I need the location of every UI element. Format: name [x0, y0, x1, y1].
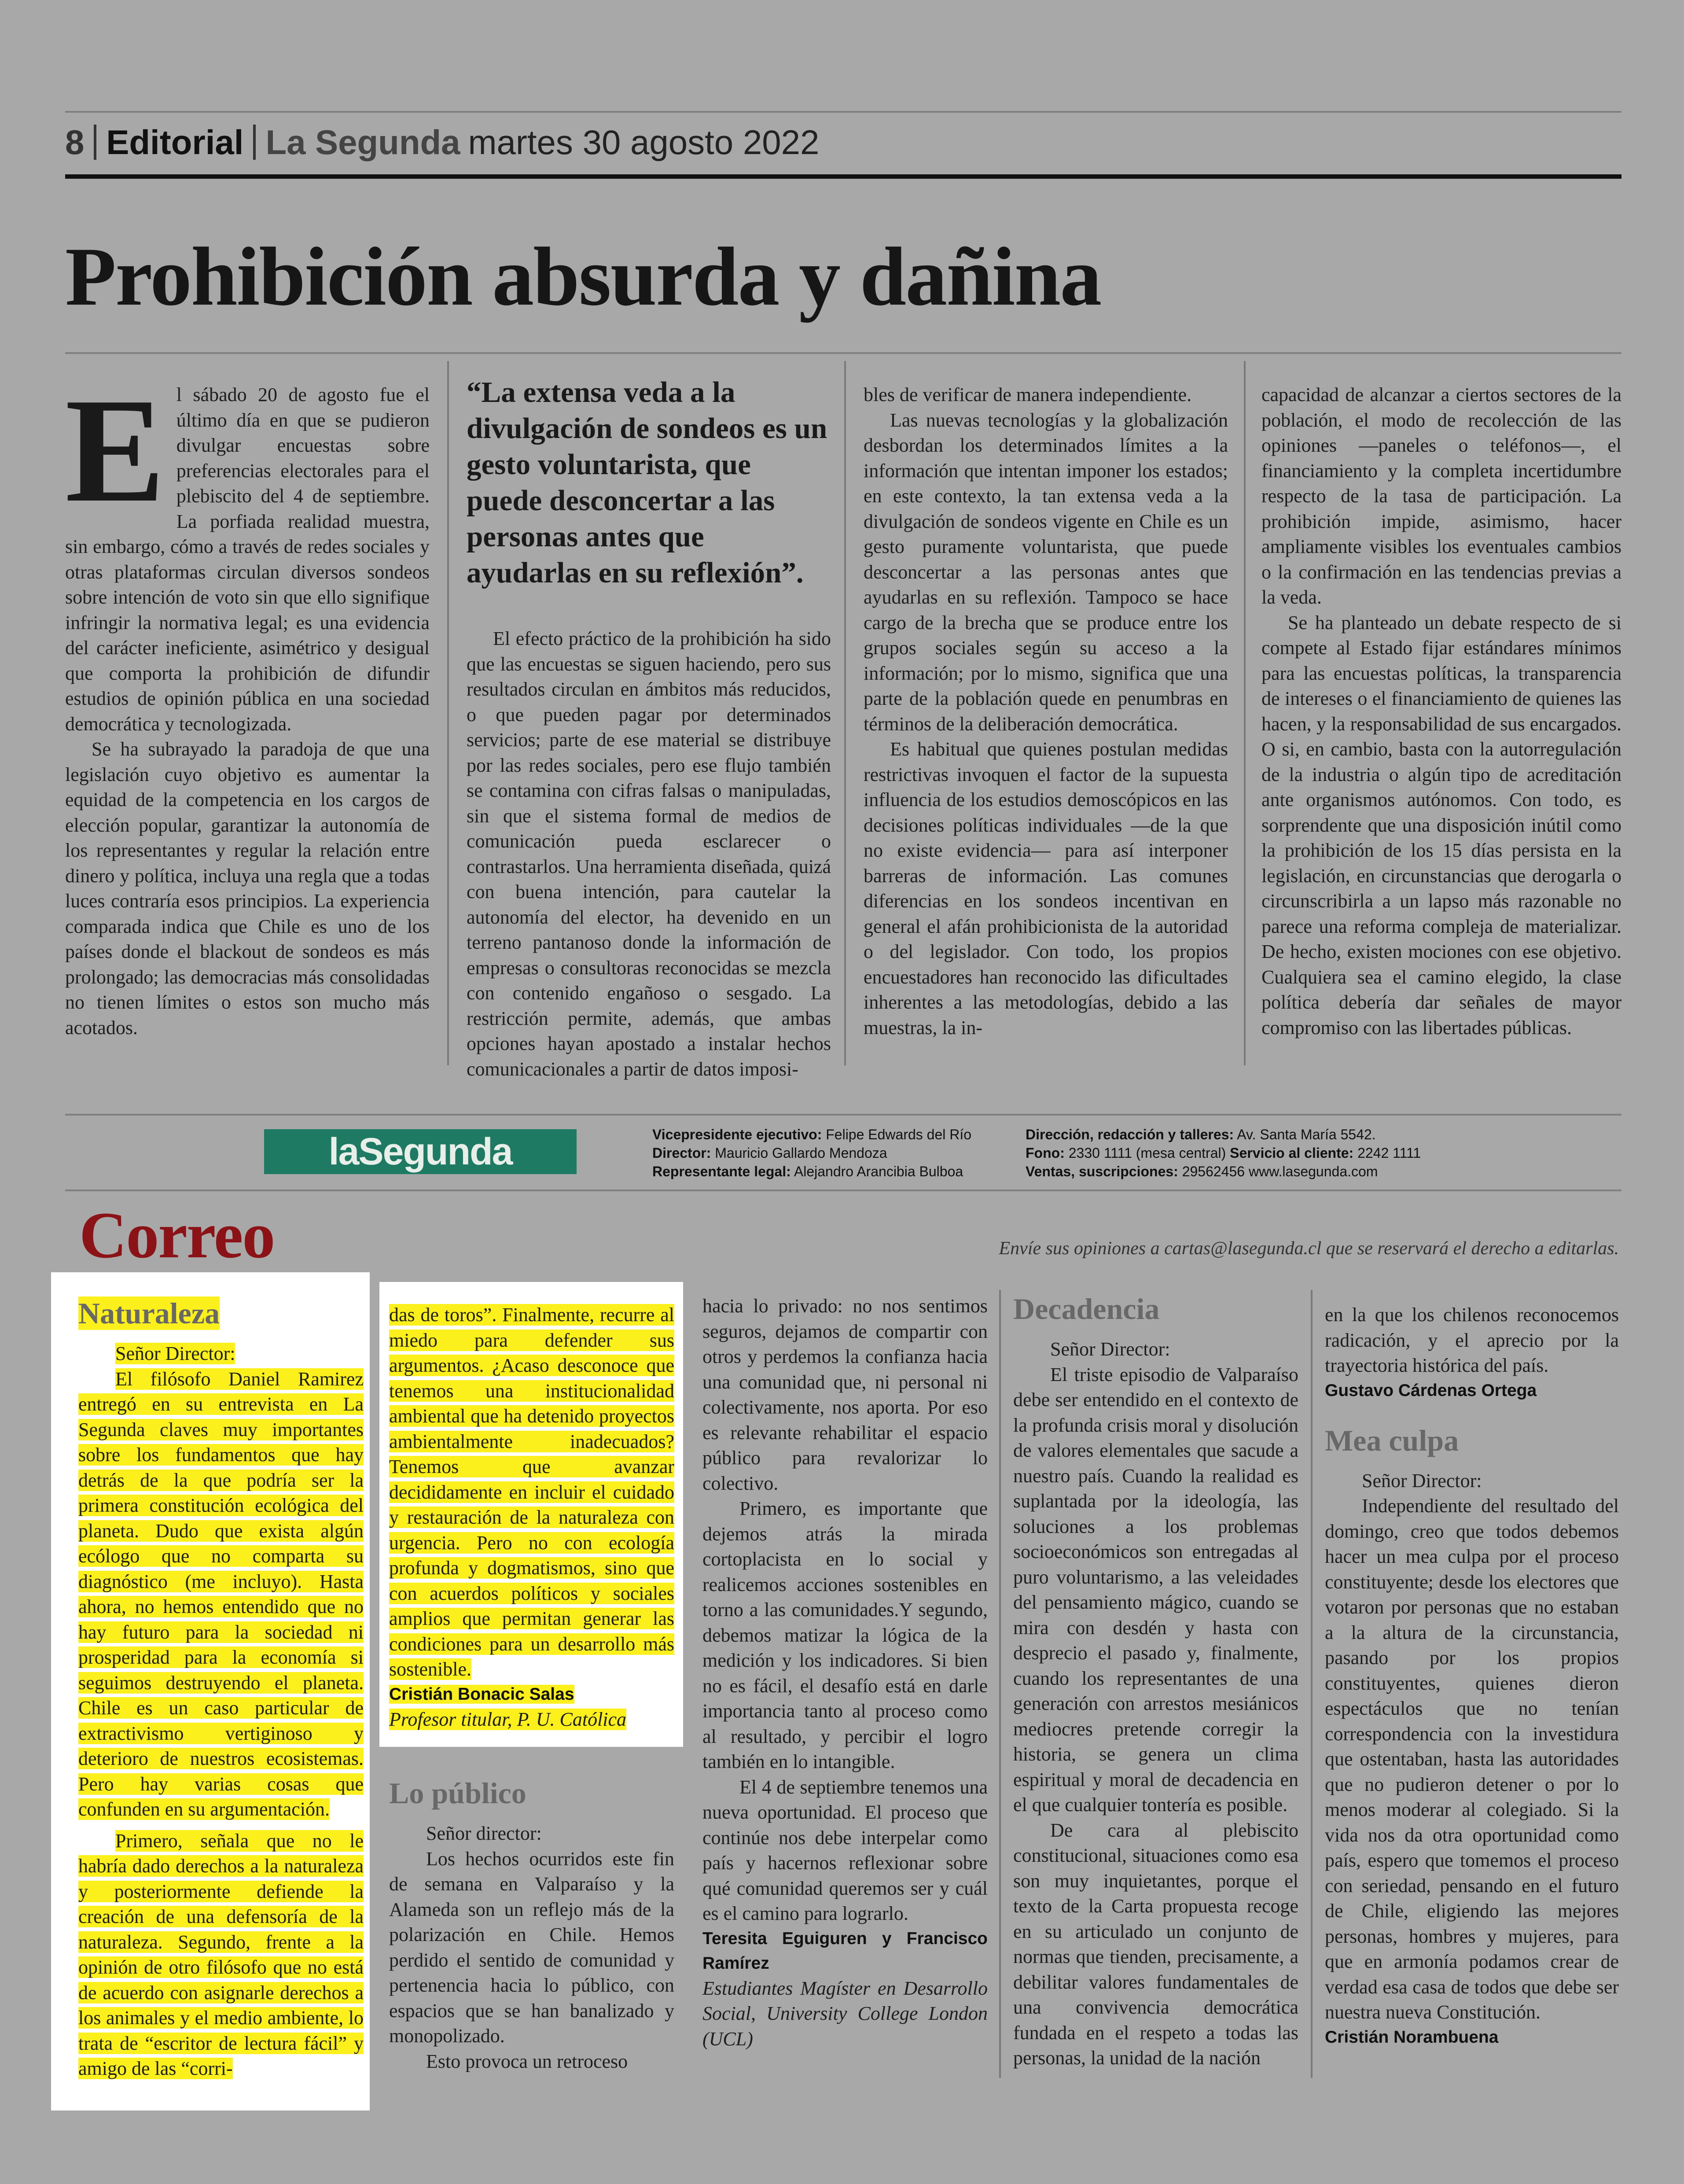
editorial-column-3 — [864, 382, 1228, 1040]
editorial-paragraph: El efecto práctico de la prohibición ha sido que las encuestas se siguen haciendo, pero sus resultados circulan en ámbitos más reducidos, o que pueden pagar por determinados servicios; parte de ese material se distribuye por las redes sociales, pero ese flujo también se contamina con cifras falsas o manipuladas, sin que el sistema formal de medios de comunicación pueda esclarecer o contrastarlos. Una herramienta diseñada, quizá con buena intención, para cautelar la autonomía del elector, ha devenido en un terreno pantanoso donde la información de empresas o consultoras reconocidas se mezcla con contenido engañoso o sesgado. La restricción permite, además, que ambas opciones hayan apostado a instalar hechos comunicacionales a partir de datos imposi- — [467, 628, 831, 1080]
editorial-title: Prohibición absurda y dañina — [65, 231, 1101, 323]
letter-heading: Lo público — [389, 1776, 526, 1810]
service-label: Servicio al cliente: — [1230, 1145, 1354, 1161]
letter-salutation: Señor Director: — [115, 1343, 235, 1364]
letter-salutation: Señor director: — [426, 1823, 542, 1844]
letter-paragraph: Primero, señala que no le habría dado derechos a la naturaleza y posteriormente defiende la creación de una defensoría de la naturaleza. Segundo, frente a la opinión de otro filósofo que no está de acuerdo con asignarle derechos a los animales y el medio ambiente, lo trata de “escritor de lectura fácil” y amigo de las “corri- — [78, 1830, 364, 2079]
letter-paragraph: en la que los chilenos reconocemos radicación, y el aprecio por la trayectoria histórica del país. — [1325, 1304, 1619, 1376]
page-number: 8 — [65, 122, 85, 162]
editorial-paragraph: Es habitual que quienes postulan medidas restrictivas invoquen el factor de la supuesta influencia de los estudios demoscópicos en las decisiones políticas individuales —de la que no existe evidencia— para así interponer barreras de información. Las comunes diferencias en los sondeos incentivan en general el afán prohibicionista de la autoridad o del legislador. Con todo, los propios encuestadores han reconocido las dificultades inherentes a las metodologías, debido a las muestras, la in- — [864, 738, 1228, 1039]
vp-label: Vicepresidente ejecutivo: — [652, 1127, 822, 1142]
letter-heading: Decadencia — [1013, 1292, 1160, 1326]
column-rule — [1244, 361, 1246, 1065]
section-name: Editorial — [106, 122, 244, 162]
letter-salutation: Señor Director: — [1362, 1470, 1482, 1492]
column-rule — [1311, 1290, 1313, 2078]
address-value: Av. Santa María 5542. — [1237, 1127, 1376, 1142]
letter-paragraph: das de toros”. Finalmente, recurre al miedo para defender sus argumentos. ¿Acaso desconoce que tenemos una institucionalidad ambiental que ha detenido proyectos ambientalmente inadecuados? Tenemos que avanzar decididamente en incluir el cuidado y restauración de la naturaleza con urgencia. Pero no con ecología profunda y dogmatismos, sino que con acuerdos políticos y sociales amplios que permitan generar las condiciones para un desarrollo más sostenible. — [389, 1304, 674, 1680]
column-rule — [844, 361, 846, 1065]
column-rule — [999, 1290, 1001, 2078]
vp-value: Felipe Edwards del Río — [826, 1127, 972, 1142]
header-bottom-rule — [65, 174, 1621, 179]
letter-signature: Cristián Norambuena — [1325, 2027, 1499, 2047]
address-label: Dirección, redacción y talleres: — [1026, 1127, 1234, 1142]
masthead-contact — [1026, 1125, 1554, 1181]
editorial-column-4 — [1261, 382, 1621, 1040]
editorial-column-1 — [65, 367, 430, 1040]
publication-date: martes 30 agosto 2022 — [468, 122, 820, 162]
letter-author-role: Profesor titular, P. U. Católica — [389, 1708, 627, 1730]
header-divider — [253, 125, 256, 160]
page-header — [65, 114, 819, 171]
la-segunda-logo — [264, 1129, 577, 1174]
phone-value: 2330 1111 (mesa central) — [1068, 1145, 1226, 1161]
letter-signature: Teresita Eguiguren y Francisco Ramírez — [702, 1929, 988, 1973]
letter-signature: Cristián Bonacic Salas — [389, 1684, 574, 1704]
header-top-rule — [65, 111, 1621, 113]
letter-naturaleza-continued — [389, 1302, 674, 1732]
editorial-paragraph: l sábado 20 de agosto fue el último día en que se pudieron divulgar encuestas sobre preferencias electorales para el plebiscito del 4 de septiembre. La porfiada realidad muestra, sin embargo, cómo a través de redes sociales y otras plataformas circulan diversos sondeos sobre intención de voto sin que ello signifique infringir la normativa legal; es una evidencia del carácter ineficiente, asimétrico y desigual que comporta la prohibición de difundir estudios de opinión pública en una sociedad democrática y tecnologizada. — [65, 384, 430, 735]
editorial-paragraph: bles de verificar de manera independiente. — [864, 384, 1192, 405]
letter-paragraph: Independiente del resultado del domingo, creo que todos debemos hacer un mea culpa por el proceso constituyente; desde los electores que votaron por personas que no estaban a la altura de la circunstancia, pasando por los propios constituyentes, quienes dieron espectáculos que no tenían correspondencia con la investidura que ostentaban, hasta las autoridades que no pudieron detener o por lo menos moderar al colegiado. Si la vida nos da otra oportunidad como país, espero que tomemos el proceso con seriedad, pensando en el futuro de Chile, eligiendo las mejores personas, hombres y mujeres, para que en armonía podamos crear de verdad esa casa de todos que debe ser nuestra nueva Constitución. — [1325, 1495, 1619, 2023]
correo-note: Envíe sus opiniones a cartas@lasegunda.cl que se reservará el derecho a editarlas. — [999, 1238, 1619, 1259]
letter-paragraph: Los hechos ocurridos este fin de semana en Valparaíso y la Alameda son un reflejo más de la polarización en Chile. Hemos perdido el sentido de comunidad y pertenencia hacia lo público, con espacios que se han banalizado y monopolizado. — [389, 1848, 674, 2047]
brand-name: La Segunda — [265, 122, 460, 162]
header-divider — [94, 125, 96, 160]
editorial-paragraph: Se ha planteado un debate respecto de si compete al Estado fijar estándares mínimos para las encuestas políticas, la transparencia de intereses o el financiamiento de quienes las hacen, y la responsabilidad de sus encargados. O si, en cambio, basta con la autorregulación de la industria o algún tipo de acreditación ante organismos autónomos. Con todo, es sorprendente que una disposición inútil como la prohibición de los 15 días persista en la legislación, en circunstancias que derogarla o circunscribirla a un lapso más razonable no parece una reforma compleja de materializar. De hecho, existen mociones con ese objetivo. Cualquiera sea el camino elegido, la clase política debería dar señales de mayor compromiso con las libertades públicas. — [1261, 611, 1621, 1039]
letter-lo-publico-continued — [702, 1293, 988, 2051]
title-rule — [65, 352, 1621, 354]
drop-cap: E — [65, 367, 165, 533]
letter-salutation: Señor Director: — [1050, 1338, 1170, 1360]
editorial-paragraph: Las nuevas tecnologías y la globalización desbordan los determinados límites a la información que intentan imponer los estados; en este contexto, la tan extensa veda a la divulgación de sondeos vigente en Chile es un gesto puramente voluntarista, que puede desconcertar a las personas antes que ayudarlas en su reflexión. Tampoco se hace cargo de la brecha que se produce entre los grupos sociales según su acceso a la información; por lo mismo, significa que una parte de la población quede en penumbras en términos de la deliberación democrática. — [864, 409, 1228, 735]
letter-paragraph: Primero, es importante que dejemos atrás la mirada cortoplacista en lo social y realicemos acciones sostenibles en torno a las comunidades.Y segundo, debemos matizar la lógica de la medición y los indicadores. Si bien no es fácil, el desafío está en darle importancia tanto al proceso como al resultado, y percibir el logro también en lo intangible. — [702, 1498, 988, 1772]
letter-decadencia — [1013, 1289, 1298, 2071]
phone-label: Fono: — [1026, 1145, 1065, 1161]
letter-signature: Gustavo Cárdenas Ortega — [1325, 1381, 1537, 1400]
sales-label: Ventas, suscripciones: — [1026, 1164, 1178, 1179]
director-label: Director: — [652, 1145, 711, 1161]
sales-value: 29562456 www.lasegunda.com — [1182, 1164, 1378, 1179]
letter-paragraph: El triste episodio de Valparaíso debe ser entendido en el contexto de la profunda crisis moral y disolución de valores elementales que sacude a nuestro país. Cuando la realidad es suplantada por la ideología, las soluciones a los problemas socioeconómicos son entregadas al puro voluntarismo, a las veleidades del pensamiento mágico, cuando se mira con desdén y hasta con desprecio el pasado y, finalmente, cuando los representantes de una generación con arrestos mesiánicos mediocres pretende corregir la historia, se genera un clima espiritual y moral de decadencia en el que cualquier tontería es posible. — [1013, 1363, 1298, 1816]
editorial-paragraph: Se ha subrayado la paradoja de que una legislación cuyo objetivo es aumentar la equidad de la competencia en los cargos de elección popular, garantizar la autonomía de los representantes y regular la relación entre dinero y política, incluya una regla que a todas luces contraría esos principios. La experiencia comparada indica que Chile es uno de los países donde el blackout de sondeos es más prolongado; las democracias más consolidadas no tienen límites o estos son mucho más acotados. — [65, 738, 430, 1039]
legal-rep-label: Representante legal: — [652, 1164, 791, 1179]
legal-rep-value: Alejandro Arancibia Bulboa — [794, 1164, 963, 1179]
editorial-paragraph: capacidad de alcanzar a ciertos sectores de la población, el modo de recolección de las opiniones —paneles o teléfonos—, el financiamiento y la completa incertidumbre respecto de la tasa de participación. La prohibición impide, asimismo, hacer ampliamente visibles los eventuales cambios o la confirmación en las tendencias previas a la veda. — [1261, 384, 1621, 608]
letter-paragraph: El filósofo Daniel Ramirez entregó en su entrevista en La Segunda claves muy importantes sobre los fundamentos que hay detrás de la que podría ser la primera constitución ecológica del planeta. Dudo que exista algún ecólogo que no comparta su diagnóstico (me incluyo). Hasta ahora, no hemos entendido que no hay futuro para la sociedad ni prosperidad para la economía si seguimos destruyendo el planeta. Chile es un caso particular de extractivismo vertiginoso y deterioro de nuestros ecosistemas. Pero hay varias cosas que confunden en su argumentación. — [78, 1368, 364, 1820]
letter-paragraph: hacia lo privado: no nos sentimos seguros, dejamos de compartir con otros y perdemos la confianza hacia una comunidad que, ni personal ni colectivamente, nos aporta. Por eso es relevante rehabilitar el espacio público para revalorizar lo colectivo. — [702, 1295, 988, 1494]
correo-title: Correo — [79, 1199, 275, 1272]
letter-naturaleza — [78, 1293, 364, 2081]
letter-paragraph: El 4 de septiembre tenemos una nueva oportunidad. El proceso que continúe nos debe interpelar como país y hacernos reflexionar sobre qué comunidad queremos ser y cuál es el camino para lograrlo. — [702, 1776, 988, 1924]
letter-author-role: Estudiantes Magíster en Desarrollo Social, University College London (UCL) — [702, 1977, 988, 2050]
masthead-bottom-rule — [65, 1190, 1621, 1191]
letter-heading: Mea culpa — [1325, 1423, 1459, 1457]
masthead-top-rule — [65, 1114, 1621, 1116]
logo-text: laSegunda — [328, 1130, 512, 1173]
masthead-staff — [652, 1125, 996, 1181]
letter-paragraph: De cara al plebiscito constitucional, situaciones como esa son muy inquietantes, porque el texto de la Carta propuesta recoge en su articulado un conjunto de normas que tienden, precisamente, a debilitar valores fundamentales de una convivencia democrática fundada en el respeto a todas las personas, la unidad de la nación — [1013, 1819, 1298, 2069]
letter-heading: Naturaleza — [78, 1296, 220, 1330]
director-value: Mauricio Gallardo Mendoza — [715, 1145, 887, 1161]
column-rule — [447, 361, 449, 1065]
letter-lo-publico — [389, 1773, 674, 2074]
letter-decadencia-continued — [1325, 1302, 1619, 2050]
pull-quote: “La extensa veda a la divulgación de sondeos es un gesto voluntarista, que puede desconcertar a las personas antes que ayudarlas en su reflexión”. — [467, 376, 827, 589]
service-value: 2242 1111 — [1357, 1145, 1421, 1161]
editorial-column-2 — [467, 374, 831, 1082]
letter-paragraph: Esto provoca un retroceso — [426, 2050, 628, 2072]
